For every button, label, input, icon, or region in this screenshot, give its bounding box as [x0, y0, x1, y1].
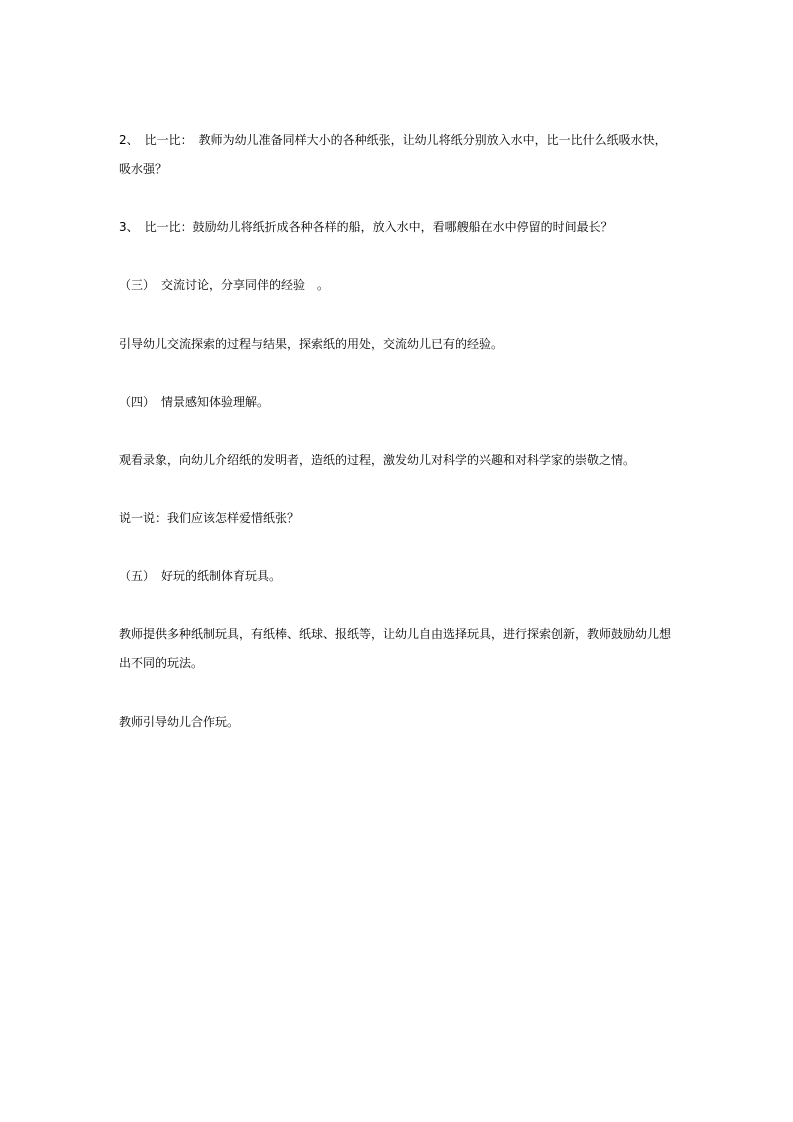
paragraph-compare-paper-boats [119, 213, 679, 242]
text-line: 教师提供多种纸制玩具，有纸棒、纸球、报纸等，让幼儿自由选择玩具，进行探索创新，教师鼓励幼儿想 [119, 627, 672, 641]
paragraph-discuss-saving-paper [119, 504, 679, 533]
text-line: 吸水强？ [119, 162, 168, 176]
text-line: 3、 比一比：鼓励幼儿将纸折成各种各样的船，放入水中，看哪艘船在水中停留的时间最长？ [119, 220, 613, 234]
paragraph-watch-video [119, 446, 679, 475]
paragraph-guide-discussion [119, 330, 679, 359]
text-line: 观看录象，向幼儿介绍纸的发明者，造纸的过程，激发幼儿对科学的兴趣和对科学家的崇敬之情。 [119, 453, 636, 467]
section-heading-five [119, 562, 679, 591]
text-line: 说一说：我们应该怎样爱惜纸张？ [119, 511, 300, 525]
text-line: 引导幼儿交流探索的过程与结果，探索纸的用处，交流幼儿已有的经验。 [119, 337, 504, 351]
text-line: （四） 情景感知体验理解。 [119, 395, 270, 409]
text-line: 教师引导幼儿合作玩。 [119, 715, 240, 729]
section-heading-three [119, 271, 679, 300]
text-line: 2、 比一比： 教师为幼儿准备同样大小的各种纸张，让幼儿将纸分别放入水中，比一比什么纸吸水快， [119, 133, 667, 147]
paragraph-paper-toys [119, 620, 679, 678]
text-line: （五） 好玩的纸制体育玩具。 [119, 569, 282, 583]
paragraph-compare-paper-absorption [119, 126, 679, 184]
text-line: 出不同的玩法。 [119, 656, 204, 670]
paragraph-cooperative-play [119, 708, 679, 737]
section-heading-four [119, 388, 679, 417]
text-line: （三） 交流讨论，分享同伴的经验 。 [119, 278, 330, 292]
